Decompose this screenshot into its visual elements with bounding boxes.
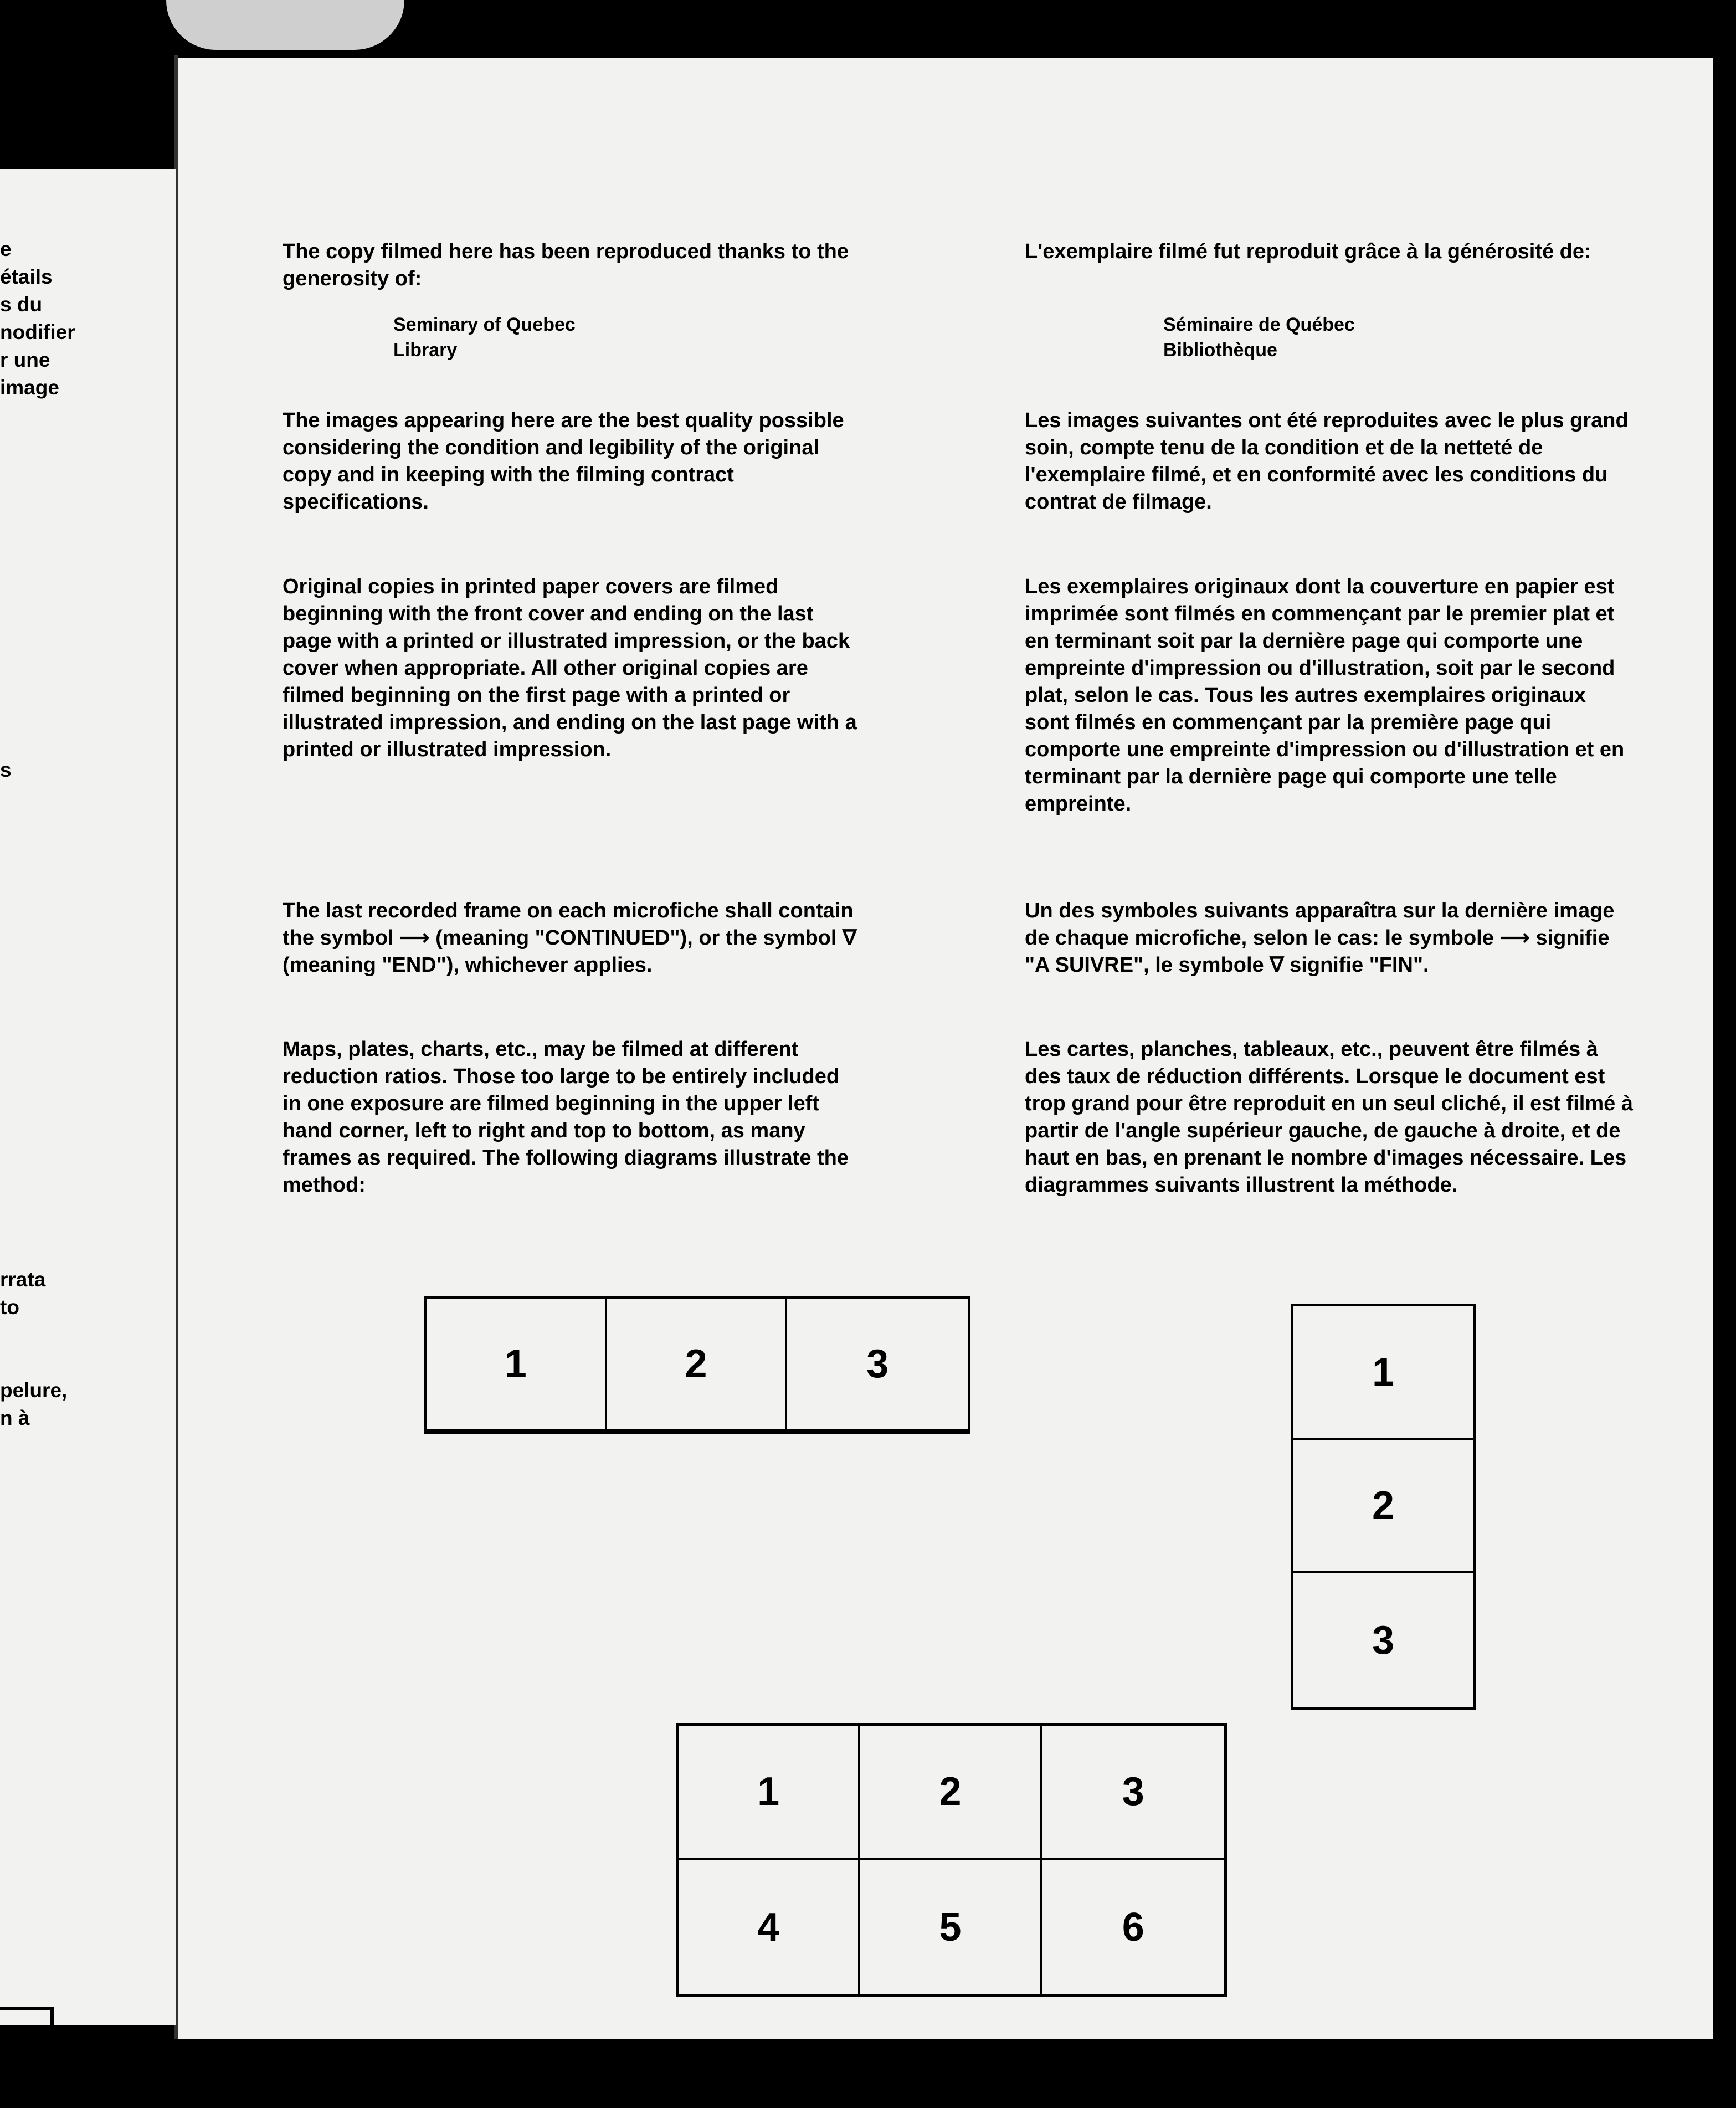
frame-cell: 6 (1122, 1905, 1144, 1950)
diagram-column (1291, 1304, 1476, 1710)
previous-page-strip (0, 169, 176, 2105)
diagram-row (424, 1296, 970, 1434)
strip-line: rrata (0, 1268, 46, 1291)
strip-line: s du (0, 293, 43, 316)
frame-cell: 2 (607, 1299, 788, 1431)
strip-line: image (0, 376, 59, 399)
frame-cell: 3 (1042, 1726, 1224, 1860)
french-intro: L'exemplaire filmé fut reproduit grâce à la générosité de: (1025, 240, 1591, 263)
french-filming-order: Les exemplaires originaux dont la couverture en papier est imprimée sont filmés en commençant par le premier plat et en terminant soit par la dernière page qui comporte une empreinte d'impression ou d'illustration, soit par le second plat, selon le cas. Tous les autres exemplaires originaux sont filmés en commençant par la première page qui comporte une empreinte d'impression ou d'illustration et en terminant par la dernière page qui comporte une telle empreinte. (1025, 575, 1625, 815)
institution-name: Seminary of Quebec (393, 314, 576, 335)
french-symbol-note: Un des symboles suivants apparaîtra sur la dernière image de chaque microfiche, selon le cas: le symbole ⟶ signifie "A SUIVRE", le symbole ∇ signifie "FIN". (1025, 899, 1615, 977)
diagram-grid (676, 1723, 1227, 1997)
institution-department: Bibliothèque (1163, 340, 1277, 361)
frame-cell: 3 (787, 1299, 968, 1431)
strip-line: étails (0, 265, 53, 288)
scan-artifact (166, 0, 404, 50)
english-intro: The copy filmed here has been reproduced thanks to the generosity of: (283, 240, 849, 290)
french-maps-note: Les cartes, planches, tableaux, etc., peuvent être filmés à des taux de réduction différents. Lorsque le document est trop grand pour être reproduit en un seul cliché, il est filmé à partir de l'angle supérieur gauche, de gauche à droite, et de haut en bas, en prenant le nombre d'images nécessaire. Les diagrammes suivants illustrent la méthode. (1025, 1038, 1633, 1197)
strip-line: pelure, (0, 1379, 68, 1402)
english-maps-note: Maps, plates, charts, etc., may be filmed at different reduction ratios. Those too large to be entirely included in one exposure are filmed beginning in the upper left hand corner, left to right and top to bottom, as many frames as required. The following diagrams illustrate the method: (283, 1038, 849, 1197)
reduction-label: 32X (4, 2083, 41, 2105)
english-column (283, 238, 897, 1197)
strip-line: nodifier (0, 321, 75, 343)
strip-line: r une (0, 348, 50, 371)
frame-cell: 1 (1293, 1306, 1473, 1440)
strip-line: s (0, 758, 12, 781)
french-institution (1163, 312, 1355, 363)
frame-cell: 3 (1372, 1618, 1395, 1663)
french-quality-note: Les images suivantes ont été reproduites avec le plus grand soin, compte tenu de la condition et de la netteté de l'exemplaire filmé, et en conformité avec les conditions du contrat de filmage. (1025, 409, 1629, 514)
strip-line: n à (0, 1407, 30, 1429)
frame-cell: 5 (860, 1860, 1042, 1995)
french-column (1025, 238, 1640, 1197)
institution-department: Library (393, 340, 458, 361)
english-symbol-note: The last recorded frame on each microfiche shall contain the symbol ⟶ (meaning "CONTINUED"), or the symbol ∇ (meaning "END"), whichever applies. (283, 899, 857, 977)
reduction-target-box (0, 2007, 54, 2075)
strip-line: to (0, 1296, 19, 1319)
frame-cell: 4 (679, 1860, 860, 1995)
frame-cell: 1 (679, 1726, 860, 1860)
english-filming-order: Original copies in printed paper covers are filmed beginning with the front cover and ending on the last page with a printed or illustrated impression, or the back cover when appropriate. All other original copies are filmed beginning on the first page with a printed or illustrated impression, and ending on the last page with a printed or illustrated impression. (283, 575, 857, 761)
frame-cell: 2 (860, 1726, 1042, 1860)
frame-cell: 1 (427, 1299, 607, 1431)
english-institution (393, 312, 576, 363)
microfilm-target-page (178, 58, 1713, 2039)
strip-line: e (0, 238, 12, 260)
english-quality-note: The images appearing here are the best quality possible considering the condition and legibility of the original copy and in keeping with the filming contract specifications. (283, 409, 844, 514)
frame-cell: 2 (1293, 1440, 1473, 1573)
institution-name: Séminaire de Québec (1163, 314, 1355, 335)
